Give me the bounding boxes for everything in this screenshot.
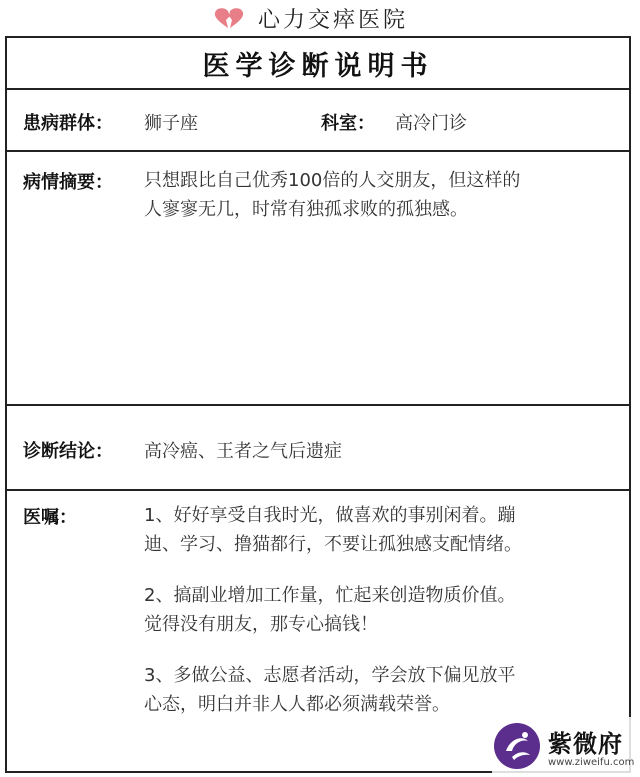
advice-item — [144, 661, 614, 719]
advice-item — [144, 581, 614, 639]
hospital-header — [0, 0, 640, 36]
advice-line: 1、好好享受自我时光，做喜欢的事别闲着。蹦 — [144, 505, 516, 526]
ziweifu-logo-icon — [492, 721, 542, 771]
patient-group-value: 狮子座 — [144, 113, 198, 134]
summary-row — [7, 152, 629, 406]
advice-list — [144, 501, 614, 741]
watermark-text — [548, 724, 634, 768]
summary-line: 人寥寥无几，时常有独孤求败的孤独感。 — [144, 199, 468, 220]
summary-line: 只想跟比自己优秀100倍的人交朋友，但这样的 — [144, 170, 521, 191]
site-watermark — [492, 717, 636, 775]
advice-line: 心态，明白并非人人都必须满载荣誉。 — [144, 694, 450, 715]
summary-label: 病情摘要： — [23, 172, 113, 193]
hospital-brand — [212, 3, 408, 34]
advice-line: 觉得没有朋友，那专心搞钱！ — [144, 614, 378, 635]
broken-heart-icon — [212, 7, 246, 29]
patient-info-row — [7, 90, 629, 152]
watermark-name: 紫微府 — [548, 730, 623, 758]
department-value: 高冷门诊 — [395, 113, 467, 134]
watermark-url: www.ziweifu.com — [548, 757, 635, 768]
advice-line: 迪、学习、撸猫都行，不要让孤独感支配情绪。 — [144, 534, 522, 555]
document-title: 医学诊断说明书 — [202, 50, 434, 82]
department-label: 科室： — [321, 113, 375, 134]
patient-group-label: 患病群体： — [23, 113, 113, 134]
summary-text — [144, 166, 614, 224]
advice-item — [144, 501, 614, 559]
advice-line: 3、多做公益、志愿者活动，学会放下偏见放平 — [144, 665, 516, 686]
conclusion-value: 高冷癌、王者之气后遗症 — [144, 441, 342, 462]
advice-line: 2、搞副业增加工作量，忙起来创造物质价值。 — [144, 585, 516, 606]
diagnosis-sheet — [5, 36, 631, 773]
conclusion-label: 诊断结论： — [23, 441, 113, 462]
hospital-name: 心力交瘁医院 — [257, 7, 408, 33]
advice-label: 医嘱： — [23, 507, 77, 528]
title-row — [7, 38, 629, 90]
conclusion-row — [7, 406, 629, 491]
